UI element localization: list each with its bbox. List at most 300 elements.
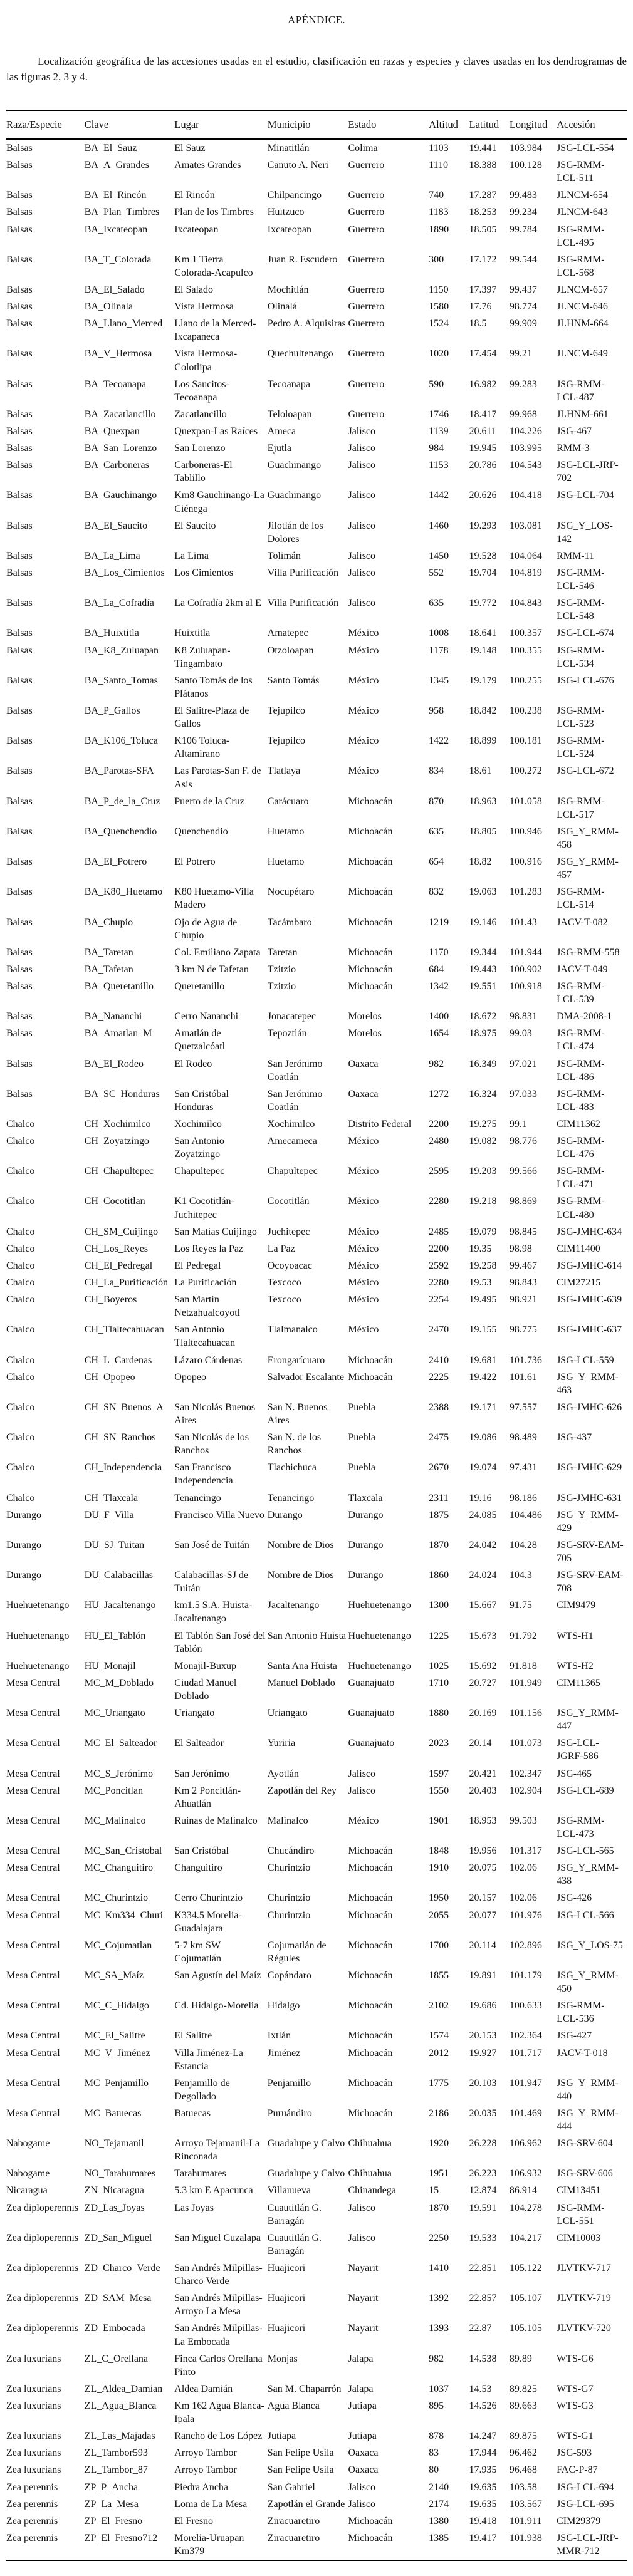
table-cell: Canuto A. Neri	[267, 160, 329, 171]
table-cell: Penjamillo de Degollado	[174, 2077, 230, 2102]
table-cell: MC_Poncitlan	[84, 1785, 144, 1796]
table-cell: 18.963	[469, 796, 497, 807]
table-row	[6, 2320, 627, 2350]
table-cell: 101.469	[509, 2107, 542, 2119]
table-cell: MC_V_Jiménez	[84, 2047, 150, 2059]
table-row	[6, 376, 627, 406]
table-cell: MC_El_Salitre	[84, 2030, 145, 2042]
table-cell: San M. Chaparrón	[267, 2383, 342, 2394]
table-cell: BA_Tafetan	[84, 963, 133, 975]
table-cell: Penjamillo	[267, 2077, 311, 2089]
table-cell: BA_Quexpan	[84, 426, 140, 437]
table-row	[6, 2165, 627, 2182]
table-cell: 97.431	[509, 1462, 537, 1473]
table-cell: 100.238	[509, 705, 542, 716]
table-cell: México	[348, 1226, 379, 1237]
table-cell: BA_Quenchendio	[84, 826, 157, 837]
table-cell: 1219	[429, 917, 449, 928]
table-row	[6, 1321, 627, 1351]
table-cell: Villa Jiménez-La Estancia	[174, 2047, 243, 2072]
table-cell: Michoacán	[348, 1862, 393, 1874]
table-cell: Jalisco	[348, 443, 376, 454]
table-cell: Mesa Central	[6, 1738, 60, 1749]
table-cell: 22.857	[469, 2293, 497, 2304]
table-cell: 740	[429, 190, 444, 201]
table-cell: Chalco	[6, 1260, 35, 1271]
table-row	[6, 642, 627, 672]
table-cell: HU_Jacaltenango	[84, 1600, 156, 1611]
table-cell: Guerrero	[348, 301, 385, 313]
table-cell: 101.947	[509, 2077, 542, 2089]
table-cell: Jacaltenango	[267, 1600, 320, 1611]
table-cell: 99.909	[509, 318, 537, 330]
table-cell: 97.021	[509, 1058, 537, 1069]
table-cell: Durango	[348, 1539, 384, 1550]
table-cell: 1746	[429, 408, 449, 420]
table-cell: 20.035	[469, 2107, 497, 2119]
table-cell: Balsas	[6, 980, 33, 992]
table-cell: Mesa Central	[6, 1768, 60, 1779]
table-cell: 104.226	[509, 426, 542, 437]
table-cell: Balsas	[6, 190, 33, 201]
table-cell: 1400	[429, 1011, 449, 1022]
table-cell: 2410	[429, 1354, 449, 1366]
table-cell: 22.87	[469, 2323, 492, 2334]
table-cell: Mesa Central	[6, 1677, 60, 1688]
table-cell: JSG-LCL-704	[557, 490, 614, 501]
table-cell: 1550	[429, 1785, 449, 1796]
table-cell: 89.89	[509, 2353, 532, 2364]
table-cell: Zea luxurians	[6, 2353, 61, 2364]
table-cell: DMA-2008-1	[557, 1011, 612, 1022]
table-cell: Jutiapa	[348, 2431, 377, 2442]
table-cell: Balsas	[6, 598, 33, 609]
table-cell: La Purificación	[174, 1277, 237, 1289]
table-cell: Vista Hermosa	[174, 301, 234, 313]
table-cell: 1855	[429, 1970, 449, 1981]
table-cell: 1920	[429, 2138, 449, 2149]
table-cell: Oaxaca	[348, 2448, 379, 2459]
table-cell: JSG-LCL-672	[557, 766, 614, 777]
table-cell: 105.122	[509, 2263, 542, 2274]
table-cell: Amates Grandes	[174, 160, 241, 171]
table-cell: K1 Cocotitlán-Juchitepec	[174, 1196, 234, 1220]
column-header: Latitud	[469, 110, 510, 139]
table-cell: Tejupilco	[267, 735, 305, 747]
table-cell: Vista Hermosa-Colotlipa	[174, 348, 238, 373]
table-cell: Oaxaca	[348, 1058, 379, 1069]
table-cell: Zea luxurians	[6, 2464, 61, 2476]
table-cell: BA_K8_Zuluapan	[84, 645, 159, 656]
table-cell: 1037	[429, 2383, 449, 2394]
table-cell: Zacatlancillo	[174, 408, 227, 420]
table-cell: JSG-SRV-EAM-708	[557, 1570, 624, 1594]
table-cell: Tecoanapa	[267, 378, 310, 390]
table-cell: Huixtitla	[174, 628, 211, 639]
table-cell: 19.495	[469, 1294, 497, 1306]
table-cell: 20.14	[469, 1738, 492, 1749]
table-cell: Arroyo Tambor	[174, 2448, 237, 2459]
table-cell: Santo Tomás de los Plátanos	[174, 675, 253, 699]
table-cell: Villa Purificación	[267, 598, 339, 609]
table-cell: San Andrés Milpillas-Charco Verde	[174, 2263, 263, 2287]
table-cell: Ojo de Agua de Chupio	[174, 917, 238, 941]
table-cell: El Rodeo	[174, 1058, 212, 1069]
table-cell: 2200	[429, 1243, 449, 1254]
table-cell: El Salitre	[174, 2030, 212, 2042]
table-cell: Nombre de Dios	[267, 1570, 334, 1581]
table-cell: Ciudad Manuel Doblado	[174, 1677, 237, 1701]
table-cell: 22.851	[469, 2263, 497, 2274]
table-cell: 19.35	[469, 1243, 492, 1254]
table-body	[6, 139, 627, 2560]
table-cell: Minatitlán	[267, 143, 310, 154]
table-cell: 97.033	[509, 1088, 537, 1099]
table-cell: Rancho de Los López	[174, 2431, 263, 2442]
table-cell: Texcoco	[267, 1294, 301, 1306]
table-cell: Balsas	[6, 443, 33, 454]
table-cell: Balsas	[6, 675, 33, 686]
column-header: Clave	[85, 110, 175, 139]
table-cell: 19.533	[469, 2232, 497, 2243]
table-cell: 101.938	[509, 2532, 542, 2543]
table-cell: MC_Batuecas	[84, 2107, 142, 2119]
table-cell: Huehuetenango	[6, 1630, 70, 1641]
table-cell: Km 1 Tierra Colorada-Acapulco	[174, 254, 253, 278]
table-cell: 89.875	[509, 2431, 537, 2442]
table-cell: 2055	[429, 1909, 449, 1921]
table-cell: 98.98	[509, 1243, 532, 1254]
table-cell: BA_Amatlan_M	[84, 1028, 152, 1039]
table-cell: JSG-JMHC-639	[557, 1294, 622, 1306]
table-cell: JSG-JMHC-634	[557, 1226, 622, 1237]
table-cell: Durango	[348, 1509, 384, 1520]
table-cell: 99.437	[509, 284, 537, 296]
column-header: Longitud	[510, 110, 557, 139]
table-cell: 18.505	[469, 224, 497, 235]
table-cell: Santo Tomás	[267, 675, 320, 686]
table-cell: MC_Uriangato	[84, 1708, 145, 1719]
table-cell: CIM10003	[557, 2232, 601, 2243]
table-cell: 98.869	[509, 1196, 537, 1207]
table-row	[6, 1429, 627, 1459]
table-row	[6, 440, 627, 457]
table-cell: 91.792	[509, 1630, 537, 1641]
table-cell: MC_El_Salteador	[84, 1738, 157, 1749]
table-cell: 1775	[429, 2077, 449, 2089]
table-cell: 99.566	[509, 1166, 537, 1177]
table-cell: 1848	[429, 1846, 449, 1857]
table-cell: San Lorenzo	[174, 443, 226, 454]
table-cell: 89.663	[509, 2401, 537, 2412]
table-cell: Chalco	[6, 1462, 35, 1473]
table-cell: 104.486	[509, 1509, 542, 1520]
table-row	[6, 423, 627, 440]
table-cell: MC_Malinalco	[84, 1815, 146, 1826]
table-cell: Mesa Central	[6, 1940, 60, 1951]
table-cell: La Cofradía 2km al E	[174, 598, 261, 609]
table-row	[6, 1257, 627, 1274]
table-cell: Guerrero	[348, 348, 385, 360]
table-cell: 26.223	[469, 2168, 497, 2179]
table-cell: 1422	[429, 735, 449, 747]
table-row	[6, 1997, 627, 2027]
table-cell: Michoacán	[348, 2047, 393, 2059]
table-cell: 1860	[429, 1570, 449, 1581]
table-cell: 99.483	[509, 190, 537, 201]
table-row	[6, 2290, 627, 2320]
table-row	[6, 139, 627, 157]
table-cell: Cojumatlán de Régules	[267, 1940, 327, 1964]
table-cell: 17.935	[469, 2464, 497, 2476]
table-cell: 96.468	[509, 2464, 537, 2476]
table-cell: San Jerónimo	[174, 1768, 229, 1779]
table-cell: WTS-G3	[557, 2401, 594, 2412]
table-cell: Guanajuato	[348, 1738, 395, 1749]
table-cell: 1950	[429, 1893, 449, 1904]
table-cell: 1710	[429, 1677, 449, 1688]
table-row	[6, 2444, 627, 2461]
table-cell: Balsas	[6, 628, 33, 639]
table-cell: 1410	[429, 2263, 449, 2274]
table-cell: Zea diploperennis	[6, 2293, 79, 2304]
table-row	[6, 1223, 627, 1240]
table-cell: Michoacán	[348, 2030, 393, 2042]
table-cell: 17.397	[469, 284, 497, 296]
table-row	[6, 2397, 627, 2428]
table-cell: JLVTKV-720	[557, 2323, 611, 2334]
table-cell: Tolimán	[267, 550, 301, 561]
table-cell: 17.76	[469, 301, 492, 313]
table-row	[6, 2461, 627, 2478]
table-cell: Guerrero	[348, 378, 385, 390]
table-row	[6, 281, 627, 298]
table-cell: Mesa Central	[6, 2000, 60, 2012]
table-cell: 98.186	[509, 1492, 537, 1504]
table-cell: JLNCM-643	[557, 207, 608, 218]
table-cell: MC_San_Cristobal	[84, 1846, 162, 1857]
table-row	[6, 1025, 627, 1055]
table-cell: 2186	[429, 2107, 449, 2119]
table-cell: ZL_Tambor_87	[84, 2464, 148, 2476]
table-cell: Zapotlán el Grande	[267, 2498, 345, 2510]
table-cell: El Saucito	[174, 520, 216, 531]
table-cell: CH_Boyeros	[84, 1294, 137, 1306]
table-cell: Balsas	[6, 1028, 33, 1039]
table-row	[6, 762, 627, 792]
table-cell: Jonacatepec	[267, 1011, 316, 1022]
table-cell: Xochimilco	[174, 1118, 222, 1130]
table-cell: 1020	[429, 348, 449, 360]
table-row	[6, 1628, 627, 1658]
table-row	[6, 2105, 627, 2135]
table-cell: Santa Ana Huista	[267, 1660, 337, 1671]
table-cell: Balsas	[6, 1058, 33, 1069]
table-cell: 17.944	[469, 2448, 497, 2459]
table-cell: Michoacán	[348, 980, 393, 992]
table-cell: Copándaro	[267, 1970, 311, 1981]
table-cell: Jalisco	[348, 1785, 376, 1796]
table-cell: 5.3 km E Apacunca	[174, 2185, 253, 2196]
table-cell: San Cristóbal Honduras	[174, 1088, 229, 1113]
table-cell: Guerrero	[348, 207, 385, 218]
table-cell: Plan de los Timbres	[174, 207, 254, 218]
table-cell: Chinandega	[348, 2185, 396, 2196]
table-cell: 18.5	[469, 318, 487, 330]
table-cell: San Jerónimo Coatlán	[267, 1088, 323, 1113]
table-cell: 83	[429, 2448, 439, 2459]
table-cell: Manuel Doblado	[267, 1677, 335, 1688]
table-row	[6, 2045, 627, 2075]
table-cell: JSG-465	[557, 1768, 592, 1779]
table-row	[6, 221, 627, 251]
table-cell: Teloloapan	[267, 408, 312, 420]
table-cell: 19.218	[469, 1196, 497, 1207]
table-cell: 19.772	[469, 598, 497, 609]
table-cell: Uriangato	[174, 1708, 215, 1719]
table-cell: 19.155	[469, 1324, 497, 1336]
table-cell: CH_Independencia	[84, 1462, 162, 1473]
table-cell: Km8 Gauchinango-La Ciénega	[174, 490, 264, 514]
table-cell: 98.775	[509, 1324, 537, 1336]
table-cell: 104.3	[509, 1570, 532, 1581]
table-row	[6, 1567, 627, 1597]
table-cell: Balsas	[6, 301, 33, 313]
table-cell: 104.819	[509, 568, 542, 578]
table-cell: 834	[429, 766, 444, 777]
table-cell: JACV-T-049	[557, 963, 608, 975]
table-cell: 98.843	[509, 1277, 537, 1289]
table-row	[6, 1352, 627, 1369]
table-cell: JSG-RMM-LCL-486	[557, 1058, 605, 1083]
table-cell: 20.626	[469, 490, 497, 501]
table-cell: San Antonio Huista	[267, 1630, 347, 1641]
table-cell: WTS-G6	[557, 2353, 594, 2364]
table-cell: Uriangato	[267, 1708, 308, 1719]
table-cell: Jalisco	[348, 426, 376, 437]
table-cell: Jalisco	[348, 550, 376, 561]
table-cell: JSG_Y_RMM-450	[557, 1970, 619, 1995]
table-cell: Jalisco	[348, 2202, 376, 2213]
table-cell: 982	[429, 2353, 444, 2364]
table-cell: Ejutla	[267, 443, 291, 454]
table-cell: 19.063	[469, 886, 497, 898]
table-cell: Juchitepec	[267, 1226, 310, 1237]
table-cell: 91.75	[509, 1600, 532, 1611]
table-cell: JSG-RMM-LCL-536	[557, 2000, 605, 2025]
table-cell: 2280	[429, 1196, 449, 1207]
table-row	[6, 345, 627, 375]
table-cell: México	[348, 1243, 379, 1254]
table-cell: 101.736	[509, 1354, 542, 1366]
table-cell: 1870	[429, 2202, 449, 2213]
table-cell: 19.293	[469, 520, 497, 531]
table-row	[6, 2182, 627, 2199]
table-cell: Cuautitlán G. Barragán	[267, 2232, 322, 2257]
table-cell: JSG-RMM-LCL-483	[557, 1088, 605, 1113]
table-cell: 98.831	[509, 1011, 537, 1022]
table-cell: Michoacán	[348, 1909, 393, 1921]
table-cell: 104.28	[509, 1539, 537, 1550]
table-cell: 15.692	[469, 1660, 497, 1671]
table-cell: 1901	[429, 1815, 449, 1826]
table-cell: Tzitzio	[267, 963, 296, 975]
table-cell: Balsas	[6, 796, 33, 807]
table-cell: BA_Parotas-SFA	[84, 766, 154, 777]
table-cell: 103.995	[509, 443, 542, 454]
table-cell: JSG_Y_RMM-440	[557, 2077, 619, 2102]
table-cell: El Pedregal	[174, 1260, 221, 1271]
table-cell: 1103	[429, 143, 449, 154]
table-row	[6, 1705, 627, 1735]
table-row	[6, 406, 627, 423]
table-cell: 19.956	[469, 1846, 497, 1857]
table-cell: NO_Tarahumares	[84, 2168, 156, 2179]
table-cell: JSG_Y_RMM-447	[557, 1708, 619, 1732]
table-cell: 104.418	[509, 490, 542, 501]
table-cell: 100.181	[509, 735, 542, 747]
table-cell: 100.357	[509, 628, 542, 639]
table-cell: Oaxaca	[348, 1088, 379, 1099]
table-cell: Balsas	[6, 318, 33, 330]
table-cell: Quenchendio	[174, 826, 228, 837]
table-cell: Zapotlán del Rey	[267, 1785, 337, 1796]
table-cell: JSG_Y_LOS-142	[557, 520, 613, 544]
table-cell: MC_S_Jerónimo	[84, 1768, 154, 1779]
table-cell: BA_El_Rincón	[84, 190, 147, 201]
table-cell: Zea diploperennis	[6, 2232, 79, 2243]
table-cell: Michoacán	[348, 963, 393, 975]
table-cell: ZP_La_Mesa	[84, 2498, 139, 2510]
table-cell: Puebla	[348, 1401, 376, 1413]
table-cell: JSG-RMM-LCL-517	[557, 796, 605, 820]
table-cell: Michoacán	[348, 917, 393, 928]
table-cell: 20.727	[469, 1677, 497, 1688]
table-cell: 18.899	[469, 735, 497, 747]
table-cell: Churintzio	[267, 1909, 311, 1921]
table-cell: Guanajuato	[348, 1677, 395, 1688]
table-cell: Loma de La Mesa	[174, 2498, 248, 2510]
table-cell: Jutiapa	[267, 2431, 296, 2442]
table-cell: 104.543	[509, 460, 542, 471]
table-cell: Huehuetenango	[6, 1600, 70, 1611]
table-cell: 98.489	[509, 1432, 537, 1443]
table-cell: JSG-437	[557, 1432, 592, 1443]
table-cell: 19.681	[469, 1354, 497, 1366]
table-cell: Huehuetenango	[348, 1600, 411, 1611]
table-row	[6, 1240, 627, 1257]
table-cell: BA_Taretan	[84, 947, 133, 958]
table-cell: 2388	[429, 1401, 449, 1413]
table-cell: Balsas	[6, 645, 33, 656]
table-cell: JSG_Y_RMM-457	[557, 856, 619, 881]
table-cell: JSG-RMM-LCL-487	[557, 378, 605, 403]
table-cell: Chalco	[6, 1196, 35, 1207]
table-cell: 102.896	[509, 1940, 542, 1951]
table-cell: México	[348, 1260, 379, 1271]
column-header: Altitud	[429, 110, 469, 139]
table-cell: San Gabriel	[267, 2481, 315, 2493]
table-cell: 552	[429, 568, 444, 578]
table-cell: Balsas	[6, 856, 33, 868]
table-cell: 18.953	[469, 1815, 497, 1826]
table-cell: RMM-11	[557, 550, 594, 561]
table-cell: 102.06	[509, 1893, 537, 1904]
table-cell: ZL_Agua_Blanca	[84, 2401, 157, 2412]
table-cell: Chalco	[6, 1354, 35, 1366]
table-cell: San Agustín del Maíz	[174, 1970, 261, 1981]
table-cell: 2174	[429, 2498, 449, 2510]
